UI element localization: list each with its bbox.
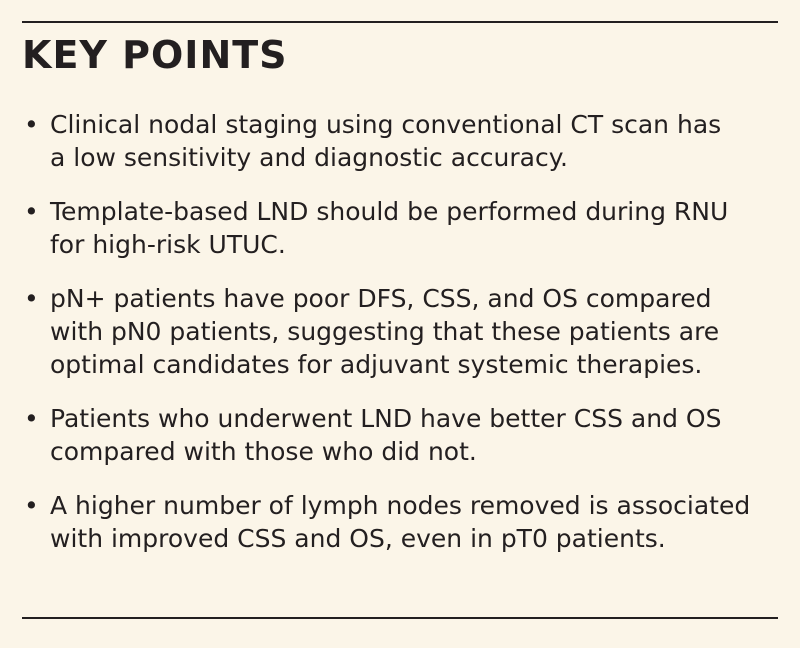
bullet-icon: • (24, 110, 39, 139)
key-point-3-line-3: optimal candidates for adjuvant systemic therapies. (50, 350, 703, 379)
key-point-5 (22, 489, 782, 555)
key-point-1-line-1: Clinical nodal staging using conventional CT scan has (50, 110, 722, 139)
key-point-2-line-2: for high-risk UTUC. (50, 230, 286, 259)
bullet-icon: • (24, 491, 39, 520)
key-point-5-line-1: A higher number of lymph nodes removed is associated (50, 491, 751, 520)
key-point-2 (22, 195, 782, 261)
key-point-1 (22, 108, 782, 174)
key-point-2-line-1: Template-based LND should be performed during RNU (50, 197, 729, 226)
bullet-icon: • (24, 197, 39, 226)
top-rule (22, 21, 778, 23)
key-points-list (22, 108, 782, 576)
key-point-4-line-1: Patients who underwent LND have better CSS and OS (50, 404, 722, 433)
key-point-4 (22, 402, 782, 468)
bottom-rule (22, 617, 778, 619)
key-point-3-line-2: with pN0 patients, suggesting that these patients are (50, 317, 720, 346)
bullet-icon: • (24, 404, 39, 433)
key-point-4-line-2: compared with those who did not. (50, 437, 477, 466)
key-point-1-line-2: a low sensitivity and diagnostic accuracy. (50, 143, 568, 172)
key-point-3-line-1: pN+ patients have poor DFS, CSS, and OS compared (50, 284, 712, 313)
key-point-3 (22, 282, 782, 381)
bullet-icon: • (24, 284, 39, 313)
key-points-title: KEY POINTS (22, 33, 288, 77)
key-point-5-line-2: with improved CSS and OS, even in pT0 patients. (50, 524, 666, 553)
